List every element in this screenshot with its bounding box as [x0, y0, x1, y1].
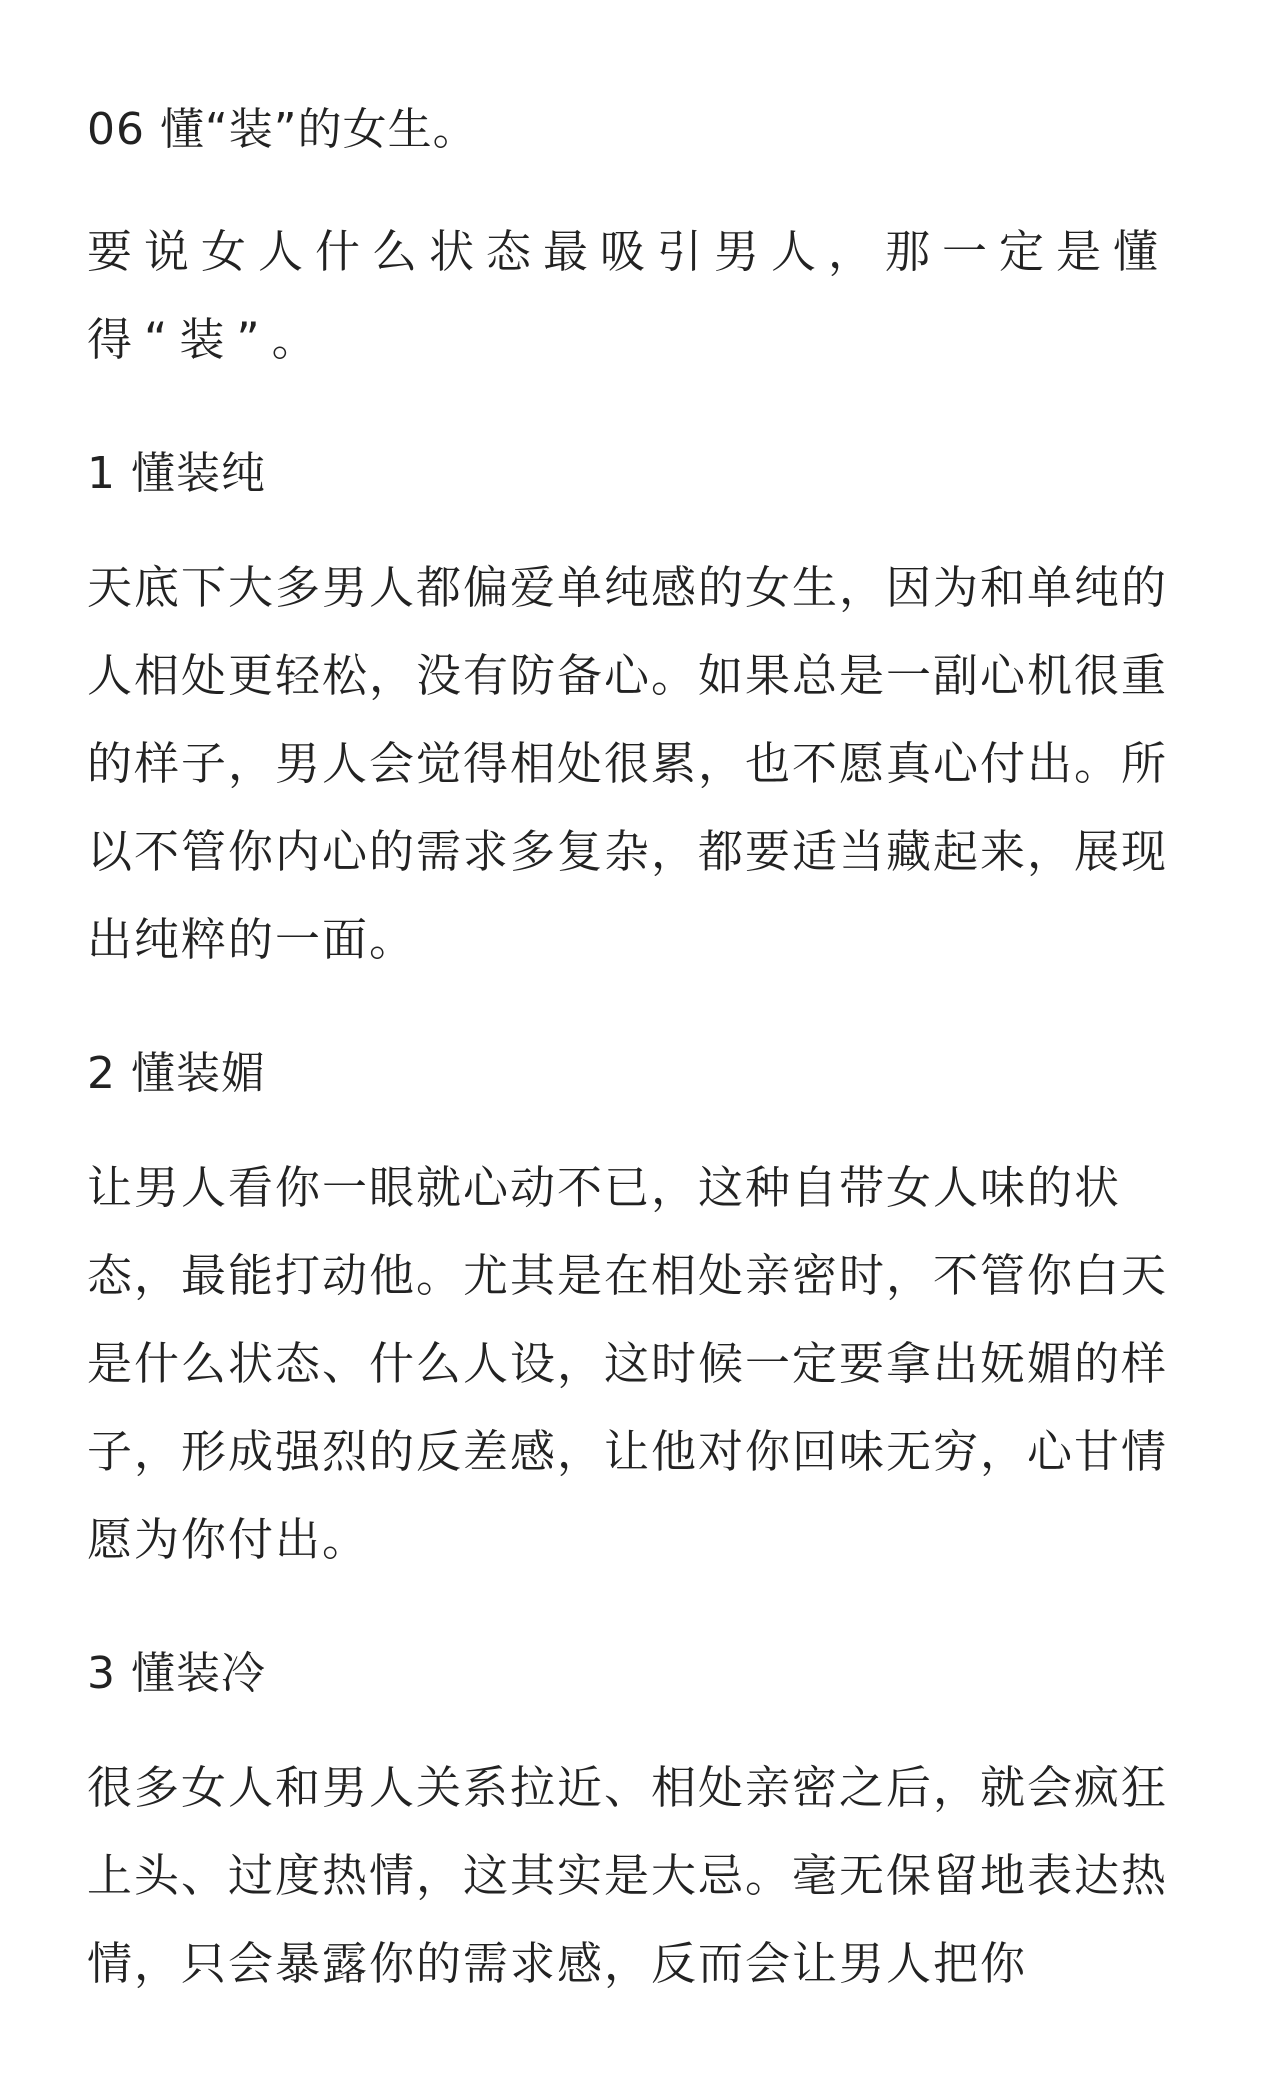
section-title-cold: 3 懂装冷	[87, 1648, 266, 1699]
article-content	[87, 88, 1197, 2056]
section-body-pure: 天底下大多男人都偏爱单纯感的女生，因为和单纯的人相处更轻松，没有防备心。如果总是一副心机很重的样子，男人会觉得相处很累，也不愿真心付出。所以不管你内心的需求多复杂，都要适当藏起来，展现出纯粹的一面。	[87, 561, 1169, 966]
article-heading: 06 懂“装”的女生。	[87, 104, 478, 155]
section-body-charm: 让男人看你一眼就心动不已，这种自带女人味的状态，最能打动他。尤其是在相处亲密时，不管你白天是什么状态、什么人设，这时候一定要拿出妩媚的样子，形成强烈的反差感，让他对你回味无穷，心甘情愿为你付出。	[87, 1161, 1169, 1566]
section-body-cold: 很多女人和男人关系拉近、相处亲密之后，就会疯狂上头、过度热情，这其实是大忌。毫无保留地表达热情，只会暴露你的需求感，反而会让男人把你	[87, 1761, 1169, 1990]
intro-paragraph: 要说女人什么状态最吸引男人，那一定是懂得“装”。	[87, 225, 1171, 366]
section-title-charm: 2 懂装媚	[87, 1048, 266, 1099]
section-title-pure: 1 懂装纯	[87, 448, 266, 499]
